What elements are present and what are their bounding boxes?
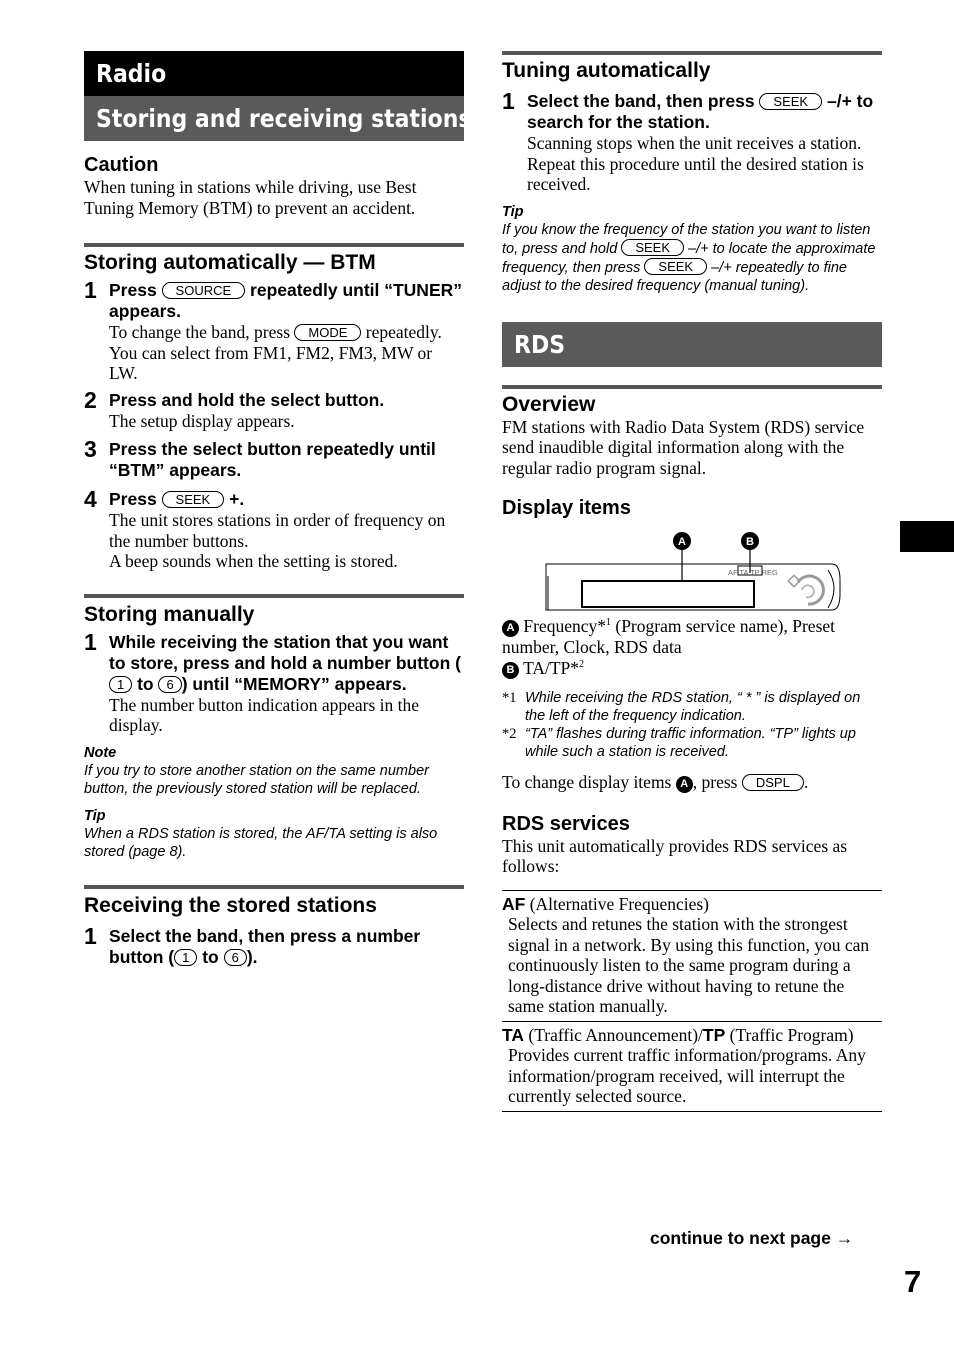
display-items-title: Display items <box>502 497 631 519</box>
section-banner-rds: RDS <box>502 322 882 367</box>
number-key-6: 6 <box>224 949 247 966</box>
source-key: SOURCE <box>162 282 246 299</box>
item-a: A Frequency*$^1$ (Program service name), Preset number, Clock, RDS data <box>502 616 836 657</box>
manual-step-1: 1 While receiving the station that you want to store, press and hold a number button (1 to 6 ) until “MEMORY” appears. The number button indication appears in the display. <box>84 628 461 735</box>
section-tab-marker <box>900 521 954 552</box>
section-banner-radio: Radio <box>84 51 464 96</box>
tuning-tip: Tip If you know the frequency of the station you want to listen to, press and hold SEEK –/+ to locate the approximate frequency, then press SEEK –/+ repeatedly to fine adjust to the desired frequency (manual tuning). <box>502 203 876 294</box>
btm-step-1: 1 Press SOURCE repeatedly until “TUNER” appears. To change the band, press MODE repeatedly. You can select from FM1, FM2, FM3, MW or LW. <box>84 277 463 383</box>
caution-block <box>84 153 464 218</box>
service-ta-tp: TA (Traffic Announcement)/TP (Traffic Program) Provides current traffic information/programs. Any information/program received, will interrupt the currently selected source. <box>502 1021 882 1112</box>
tuning-title: Tuning automatically <box>502 59 711 82</box>
btm-step-2: 2 Press and hold the select button. The setup display appears. <box>84 386 385 431</box>
number-key-6: 6 <box>158 676 181 693</box>
manual-note: Note If you try to store another station on the same number button, the previously stored station will be replaced. <box>84 744 429 797</box>
footnote-2: *2 “TA” flashes during traffic information. “TP” lights up while such a station is received. <box>502 725 856 760</box>
page-number: 7 <box>904 1264 922 1299</box>
manual-tip: Tip When a RDS station is stored, the AF/TA setting is also stored (page 8). <box>84 807 438 860</box>
divider <box>502 51 882 55</box>
number-key-1: 1 <box>174 949 197 966</box>
service-af: AF (Alternative Frequencies) Selects and retunes the station with the strongest signal in a network. By using this function, you can continuously listen to the same program during a long-distance drive without having to retune the same station manually. <box>502 890 882 1021</box>
overview-title: Overview <box>502 392 596 416</box>
tuning-section <box>502 59 882 295</box>
receiving-title: Receiving the stored stations <box>84 893 377 917</box>
seek-key: SEEK <box>162 491 225 508</box>
footnote-1: *1 While receiving the RDS station, “ * ” is displayed on the left of the frequency indication. <box>502 689 861 724</box>
divider <box>84 243 464 247</box>
receiving-step-1: 1 Select the band, then press a number button ( 1 to 6 ). <box>84 922 421 967</box>
btm-step-4: 4 Press SEEK +. The unit stores stations in order of frequency on the number buttons. A beep sounds when the setting is stored. <box>84 486 446 571</box>
btm-title: Storing automatically — BTM <box>84 251 376 274</box>
caution-body: When tuning in stations while driving, use Best Tuning Memory (BTM) to prevent an accident. <box>84 177 417 218</box>
manual-title: Storing manually <box>84 602 255 626</box>
label-a: A <box>678 536 686 548</box>
display-diagram <box>502 524 882 614</box>
overview-section <box>502 393 882 479</box>
seek-key: SEEK <box>621 239 684 256</box>
label-b: B <box>746 536 754 548</box>
overview-body: FM stations with Radio Data System (RDS) service send inaudible digital information along with the regular radio program signal. <box>502 416 865 478</box>
continue-next-page: continue to next page → <box>650 1228 854 1248</box>
btm-section <box>84 251 464 572</box>
seek-key: SEEK <box>759 93 822 110</box>
rds-services-body: This unit automatically provides RDS services as follows: <box>502 835 848 876</box>
caution-title: Caution <box>84 154 159 176</box>
section-banner-storing: Storing and receiving stations <box>84 96 464 141</box>
seek-key: SEEK <box>644 258 707 275</box>
item-b: B TA/TP*$^2$ <box>502 658 882 679</box>
right-column <box>502 51 882 1112</box>
divider <box>502 385 882 389</box>
indicator-text: AF TA TP REG <box>728 568 778 577</box>
change-display-text: To change display items A , press DSPL . <box>502 771 809 792</box>
rds-services-title: RDS services <box>502 812 630 835</box>
receiving-section <box>84 894 464 968</box>
manual-section <box>84 603 464 861</box>
divider <box>84 885 464 889</box>
number-key-1: 1 <box>109 676 132 693</box>
mode-key: MODE <box>294 324 361 341</box>
btm-step-3: 3 Press the select button repeatedly until “BTM” appears. <box>84 436 436 480</box>
tuning-step-1: 1 Select the band, then press SEEK –/+ to search for the station. Scanning stops when the unit receives a station. Repeat this procedure until the desired station is received. <box>502 88 874 194</box>
divider <box>84 594 464 598</box>
dspl-key: DSPL <box>742 774 804 791</box>
left-column <box>84 51 472 968</box>
